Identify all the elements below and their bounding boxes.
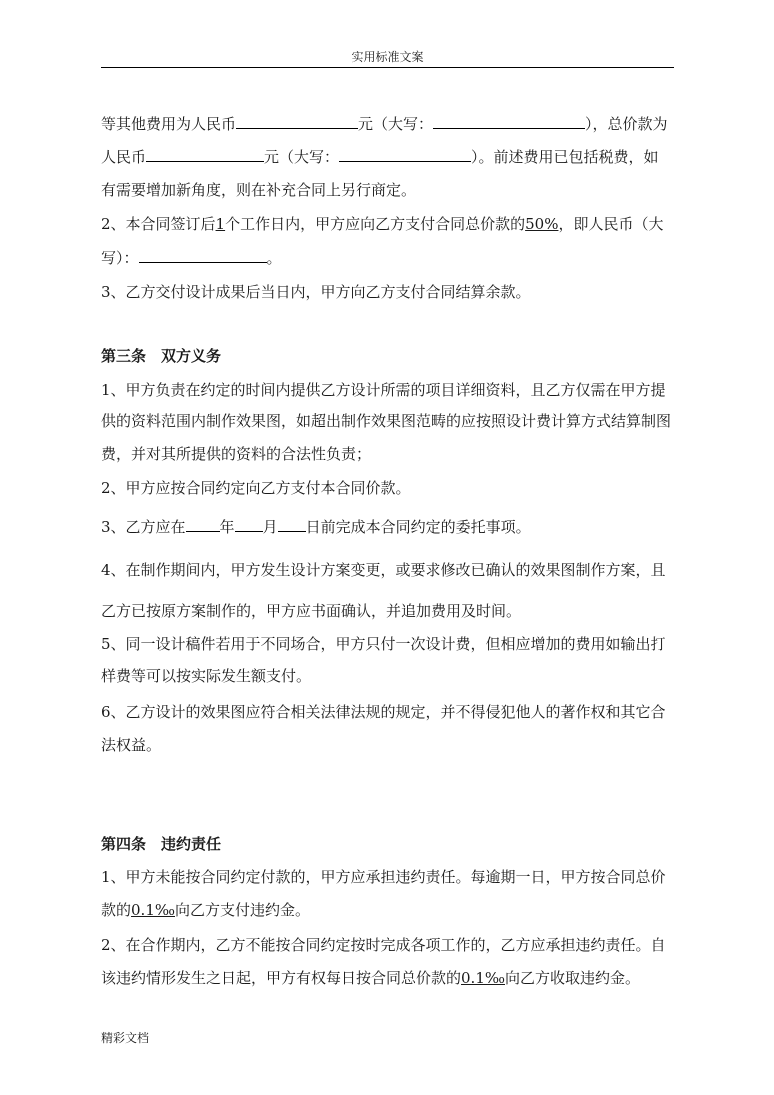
- payment-line-2: [101, 147, 677, 167]
- article-4-line: 1、甲方未能按合同约定付款的，甲方应承担违约责任。每逾期一日，甲方按合同总价: [101, 868, 666, 886]
- article-4-line-4-b: 向乙方收取违约金。: [505, 969, 641, 987]
- article-3-deadline-line: [101, 517, 677, 537]
- payment-line-2-b: 元（大写：: [264, 148, 340, 166]
- penalty-rate-daily: 0.1‰: [461, 969, 505, 987]
- payment-line-3: 有需要增加新角度，则在补充合同上另行商定。: [101, 181, 417, 199]
- amount-uppercase-blank[interactable]: [433, 127, 585, 129]
- payment-line-5-a: 写）：: [101, 249, 139, 267]
- article-4-title: 第四条 违约责任: [101, 835, 222, 853]
- total-amount-uppercase-blank[interactable]: [339, 160, 471, 162]
- penalty-rate: 0.1‰: [131, 901, 175, 919]
- article-3-line: 2、甲方应按合同约定向乙方支付本合同价款。: [101, 479, 411, 497]
- article-3-line: 4、在制作期间内，甲方发生设计方案变更，或要求修改已确认的效果图制作方案，且: [101, 561, 666, 579]
- payment-line-2-c: ）。前述费用已包括税费，如: [471, 148, 659, 166]
- year-label: 年: [219, 518, 235, 536]
- article-3-line: 样费等可以按实际发生额支付。: [101, 667, 312, 685]
- payment-line-4: [101, 214, 677, 234]
- deadline-text-b: 日前完成本合同约定的委托事项。: [305, 518, 531, 536]
- article-4-line-2: [101, 900, 677, 920]
- payment-line-4-c: ，即人民币（大: [558, 215, 664, 233]
- payment-line-4-b: 个工作日内，甲方应向乙方支付合同总价款的: [225, 215, 526, 233]
- year-blank[interactable]: [186, 530, 220, 532]
- article-3-line: 供的资料范围内制作效果图，如超出制作效果图范畴的应按照设计费计算方式结算制图: [101, 412, 672, 430]
- article-4-line-4: [101, 968, 677, 988]
- page-header-title: 实用标准文案: [351, 50, 424, 64]
- advance-uppercase-blank[interactable]: [139, 261, 267, 263]
- amount-blank[interactable]: [236, 127, 358, 129]
- payment-line-1-b: 元（大写：: [358, 115, 434, 133]
- payment-line-1-a: 等其他费用为人民币: [101, 115, 237, 133]
- article-3-line: 6、乙方设计的效果图应符合相关法律法规的规定，并不得侵犯他人的著作权和其它合: [101, 703, 666, 721]
- payment-line-4-a: 2、本合同签订后: [101, 215, 216, 233]
- payment-line-2-a: 人民币: [101, 148, 147, 166]
- page-footer: 精彩文档: [101, 1031, 150, 1045]
- month-label: 月: [262, 518, 278, 536]
- payment-line-1-c: ），总价款为: [585, 115, 668, 133]
- payment-days: 1: [215, 215, 226, 233]
- deadline-text-a: 3、乙方应在: [101, 518, 186, 536]
- payment-line-5-b: 。: [266, 249, 282, 267]
- article-4-line-2-b: 向乙方支付违约金。: [175, 901, 311, 919]
- article-3-line: 5、同一设计稿件若用于不同场合，甲方只付一次设计费，但相应增加的费用如输出打: [101, 635, 666, 653]
- article-3-line: 乙方已按原方案制作的，甲方应书面确认，并追加费用及时间。: [101, 602, 522, 620]
- payment-line-1: [101, 114, 677, 134]
- article-4-line-2-a: 款的: [101, 901, 132, 919]
- header-rule: [101, 67, 674, 68]
- article-3-line: 费，并对其所提供的资料的合法性负责；: [101, 445, 372, 463]
- total-amount-blank[interactable]: [146, 160, 264, 162]
- payment-percent: 50%: [525, 215, 559, 233]
- month-blank[interactable]: [235, 530, 263, 532]
- article-4-line: 2、在合作期内，乙方不能按合同约定按时完成各项工作的，乙方应承担违约责任。自: [101, 936, 666, 954]
- day-blank[interactable]: [278, 530, 306, 532]
- article-3-line: 法权益。: [101, 736, 162, 754]
- article-3-line: 1、甲方负责在约定的时间内提供乙方设计所需的项目详细资料，且乙方仅需在甲方提: [101, 381, 666, 399]
- article-3-title: 第三条 双方义务: [101, 347, 222, 365]
- article-4-line-4-a: 该违约情形发生之日起，甲方有权每日按合同总价款的: [101, 969, 462, 987]
- payment-line-6: 3、乙方交付设计成果后当日内，甲方向乙方支付合同结算余款。: [101, 283, 531, 301]
- payment-line-5: [101, 248, 677, 268]
